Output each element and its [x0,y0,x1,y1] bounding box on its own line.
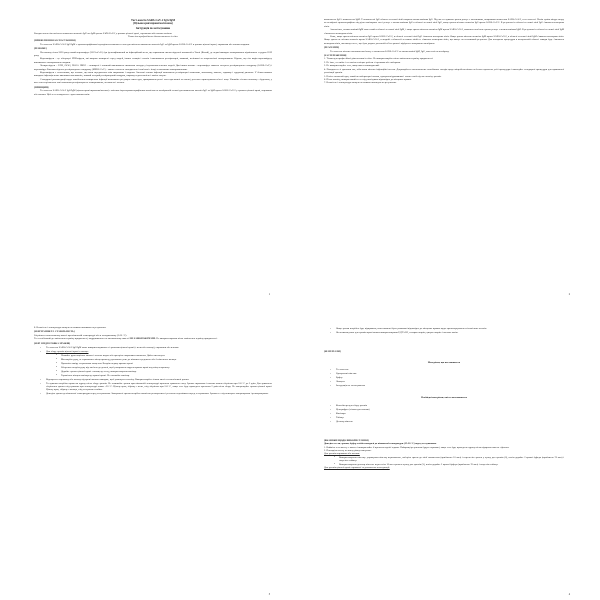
section-reagents: [РЕАГЕНТИ] [324,46,340,50]
section-storage: [ЗБЕРІГАННЯ ТА СТАБІЛЬНІСТЬ] [34,330,75,334]
sub-list-item: ▪ Додайте зразок цільної крові з пальця до тесту, використовуючи капіляр. [56,370,272,373]
list-item-text: Відокремте сироватку або плазму від крові якомога швидше, щоб уникнути гемолізу. Використовуйте тільки чисті негемолізовані зразки. [46,377,190,381]
list-item: • Одноразові піпетки [330,372,564,375]
sub-list-item: ▪ Проколіть шкіру стерильним ланцетом. Витріть першу краплю крові. [56,362,272,365]
list-item: • Ланцети [330,380,564,383]
directions-venous-label: Для зразків цільної крові отриманої за допомогою венепункції: [324,466,390,470]
storage-stability: Тест стабільний до закінчення терміну придатності, надрукованого на запечатаному пакеті. [34,337,130,341]
sub-list-item: ▪ Масажуйте руку, не торкаючись місця проколу, рухаючись униз до кінчика середнього або безіменного пальця. [56,358,272,361]
list-item [40,382,272,392]
directions-step: 2. Покладіть касету на чисту рівну поверхню. [324,449,372,453]
summary-paragraph: Стандартні рекомендації щодо запобігання поширенню інфекції включають регулярне миття рук, прикривання рота і носа при кашлі та чханні, ретельне приготування м'яса і яєць. Уникайте тісного контакту з будь-ким, у кого спостерігаються такі симптоми респіраторного захворювання, як кашель і чхання. [34,77,272,85]
principle-continued: Отже, якщо зразок містить антитіла IgG проти SARS-CoV-2, в області тестової лінії IgG з'явиться кольорова лінія. Якщо зразок містить антитіла IgM проти SARS-CoV-2, в області тестової лінії IgM з'явиться кольорова лінія. Якщо зразок не містить антитіл проти SARS-CoV-2, в жодній з областей тестових ліній не з'явиться кольорова лінія, що вказує на негативний результат. Для контролю процедури в контрольній області завжди буде з'являтися кольорова лінія, яка вказує на те, що було додано достатній об'єм зразка і відбулося змочування мембрани. [324,35,564,45]
list-item: • Капіляри [330,412,564,415]
list-item: • Таймер [330,416,564,419]
precaution-item: 7. Вологість і температура можуть негативно вплинути на результати. [324,81,397,85]
storage-no-freeze: НЕ ЗАМОРОЖУВАТИ. [129,337,156,341]
humidity-note: 8. Вологість і температура можуть негативно впливати на результати. [34,326,107,329]
specimen-list [40,346,272,396]
intro-professional: Тільки для професійного діагностичного in vitro. [127,35,179,38]
summary-paragraph: Коронавіруси є зоонозними, що означає, що вони передаються між тваринами і людьми. Загальні ознаки інфекції включають респіраторні симптоми, лихоманку, кашель, задишку і труднощі дихання. У більш важких випадках інфекція може викликати пневмонію, тяжкий гострий респіраторний синдром, ниркову недостатність і навіть смерть. [34,71,272,78]
list-item: • Дозатор піпеток [330,420,564,423]
directions-bold: Доведіть тести, зразки, буфер та/або контролі до кімнатної температури (15-30 °C) перед тестуванням. [324,442,437,446]
sub-list-item: ▪ Використовуючи піпетку: утримуючи піпетку вертикально, наберіть зразок до лінії заповнення (приблизно 10 мкл) і перенесіть зразок у лунку для зразків (S), потім додайте 2 краплі буфера (приблизно 70 мкл) і запустіть таймер. [334,456,564,463]
sub-list [56,354,272,377]
principle-text: Тест-касета SARS-CoV-2 IgG/IgM (цільна кров/сироватка/плазма) є якісним імунохроматографічним аналізом на мембранній основі для виявлення антитіл IgG та IgM проти SARS-CoV-2 у зразках цільної крові, сироватки або плазми. Цей тест складається з двох компонентів: [34,89,272,96]
materials-provided-heading: Матеріали, що постачаються [427,361,461,364]
summary-paragraph: На початку січня 2020 року новий коронавірус (2019-nCoV) був ідентифікований як інфекційний агент, що спричиняв спалах вірусної пневмонії в Ухані (Китай), де перші випадки захворювання відмічались з грудня 2019 року. [34,50,272,58]
section-directions: [ВКАЗІВКИ ЩОДО ВИКОРИСТАННЯ] [324,438,369,442]
section-precautions: [ЗАСТЕРЕЖЕННЯ] [324,54,347,58]
section-summary: [РЕЗЮМЕ] [34,47,47,51]
page-number: 2 [568,292,570,296]
precaution-item: 1. Тільки для професійної діагностики in vitro. Не використовуйте після закінчення терміну придатності. [324,57,434,61]
list-item-text: Тест-касета SARS-CoV-2 IgG/IgM може використовуватись зі зразками цільної крові (з вени або пальця), сироватки або плазми. [46,345,179,349]
document-page-2 [300,0,600,300]
materials-provided-list [330,368,564,387]
storage-expiry: Не використовувати після закінчення терміну придатності. [156,337,218,341]
list-item [40,346,272,349]
precaution-item: 3. Не використовуйте тест, якщо пакет пошкоджений. [324,64,380,68]
section-specimen: [ЗБІР І ПІДГОТОВКА ЗРАЗКІВ] [34,341,71,345]
materials-required-list [330,404,564,423]
list-item: • Буфер [330,376,564,379]
list-item: • Як антикоагулянт для зразків крові можна використовувати ЕДТА К2, гепарин натрію, цитрат натрію і оксалат калію. [330,331,564,334]
directions-list [334,456,564,466]
precaution-item: 2. Не їжте, не пийте і не паліть в місцях роботи зі зразками або наборами. [324,60,401,64]
reagents-text: Тест-касета містить частинки кон'югату з антигеном SARS-CoV-2 та античеловічі IgM, IgG, нанесені на мембрану. [330,49,450,53]
page-number: 4 [568,592,570,596]
precaution-item: 5. Носіть захисний одяг, такий як лабораторні халати, одноразові рукавички і захист очей під час аналізу зразків. [324,74,442,78]
section-principle: [ПРИНЦИП] [34,85,49,89]
list-item: • Тест-касети [330,368,564,371]
principle-continued: компонента IgG і компонента IgM. У компоненті IgG область тестової лінії покрита античеловічим IgG. Під час тестування зразок реагує з частинками, покритими антигеном SARS-CoV-2, в тест-касеті. Потім суміш мігрує вгору по мембрані хроматографічно під дією капілярних сил і реагує з античеловічим IgG в області тестової лінії IgG, якщо зразок містить антитіла IgG проти SARS-CoV-2. В результаті в області тестової лінії IgG з'явиться кольорова лінія. [324,18,564,28]
list-item: • Якщо зразки потрібно буде відправити, вони повинні бути упаковані відповідно до місцевих правил щодо транспортування етіологічних агентів. [330,327,564,330]
list-item-text: Для збору зразків цільної крові з пальця: [46,349,89,353]
materials-required-heading: Необхідні матеріали, які не постачаються [421,396,467,400]
sub-list-item: ▪ Обережно потріть руку від зап'ястя до долоні, щоб утворилася округла крапля крові над місцем проколу. [56,366,272,369]
list-item: • Контейнери для збору зразків [330,404,564,407]
precaution-item: 6. Після аналізу, використаний тест слід утилізувати відповідно до місцевих правил. [324,77,412,81]
intended-use-text: Тест-касета SARS-CoV-2 IgG/IgM є хроматографічним імунодіагностичним тестом для якісного виявлення антитіл IgG та IgM проти SARS-CoV-2 в зразках цільної крові, сироватки або плазми людини. [40,42,250,46]
summary-paragraph: Чотири віруси – 229E, OC43, NL63 і HKU1 – поширені і зазвичай викликають симптоми застуди у імунокомпетентних людей. Два інших штами – коронавірус тяжкого гострого респіраторного синдрому (SARS-CoV) і коронавірус Близькосхідного респіраторного синдрому (MERS-CoV) – мають зоонозне походження і пов'язані з іноді летальними захворюваннями. [34,64,272,71]
doc-title: Тест-касета SARS-CoV-2 IgG/IgM [131,18,175,22]
principle-continued: Аналогічно, античеловічий IgM нанесений в області тестової лінії IgM, і якщо зразок містить антитіла IgM проти SARS-CoV-2, комплекс кон'югат-зразок реагує з античеловічим IgM. В результаті в області тестової лінії IgM з'являється кольорова лінія. [324,28,564,35]
list-item [40,350,272,377]
shipping-list [330,327,564,334]
sub-list-item: ▪ Помийте руки пацієнта милом і теплою водою або протріть спиртовим тампоном. Дайте висохнути. [56,354,272,357]
section-intended-use: [ПРИЗНАЧЕННЯ ЗАСТОСУВАННЯ] [34,39,76,43]
intro-italic: Експрес-тест для якісного виявлення антитіл IgG та IgM проти SARS-CoV-2 у зразках цільної крові, сироватки або плазми людини. [34,31,173,35]
list-item-text: Тестування потрібно провести одразу після збору зразків. Не залишайте зразки при кімнатній температурі протягом тривалого часу. Зразки сироватки і плазми можна зберігати при 2-8 °C до 3 днів. Для тривалого зберігання зразки слід тримати при температурі нижче -20 °C. Цільну кров, зібрану з вени, слід зберігати при 2-8 °C, якщо тест буде проведено протягом 2 днів після збору. Не заморожуйте зразки цільної крові. Цільну кров, зібрану з пальця, слід тестувати негайно. [46,381,272,392]
document-page-3 [0,300,300,600]
list-item-text: Доведіть зразки до кімнатної температури перед тестуванням. Заморожені зразки потрібно повністю розморозити і ретельно перемішати перед тестуванням. Зразки не слід повторно заморожувати і розморожувати. [46,392,269,396]
list-item: • Інструкція по застосуванню [330,384,564,387]
doc-subtitle: (Цільна кров/сироватка/плазма) [133,22,173,25]
list-item [40,392,272,395]
page-number: 1 [268,292,270,296]
document-page-1 [0,0,300,300]
storage-text: Зберігати в запечатаному пакеті при кімнатній температурі або в холодильнику (2-30 °C). [34,333,127,337]
sub-list-item: ▪ Торкніться кінцем капіляра до краплі крові. Не стискайте капіляр. [56,374,272,377]
page-number: 3 [268,592,270,596]
precaution-item: 4. Поводьтеся зі зразками так, ніби вони містять інфекційні агенти. Дотримуйтесь встановлених запобіжних заходів щодо мікробіологічних небезпек протягом усієї процедури і виконуйте стандартні процедури для правильної утилізації зразків. [324,67,564,75]
summary-paragraph: Коронавіруси – це обгорнуті РНК-віруси, які широко поширені серед людей, інших ссавців і птахів і викликають респіраторні, кишкові, печінкові та неврологічні захворювання. Відомо, що сім видів коронавірусу викликають захворювання людини. [34,57,272,64]
section-materials: [МАТЕРІАЛИ] [324,349,341,353]
sub-list-item: ▪ Використовуючи дозатор піпеток: перенесіть 10 мкл зразка в лунку для зразків (S), потім додайте 2 краплі буфера (приблизно 70 мкл) і запустіть таймер. [334,463,564,466]
list-item: • Центрифуга (тільки для плазми) [330,408,564,411]
list-item [40,378,272,381]
directions-serum-label: Для зразків сироватки або плазми: [324,452,360,456]
directions-step: 1. Вийміть тест-касету з пакета і використайте її протягом однієї години. Найкращі результати будуть отримані, якщо тест буде проведено одразу після відкриття пакета з фольги. [324,445,510,449]
instructions-heading: Інструкція по застосуванню [135,26,171,30]
storage-text [34,337,272,340]
document-page-4 [300,300,600,600]
